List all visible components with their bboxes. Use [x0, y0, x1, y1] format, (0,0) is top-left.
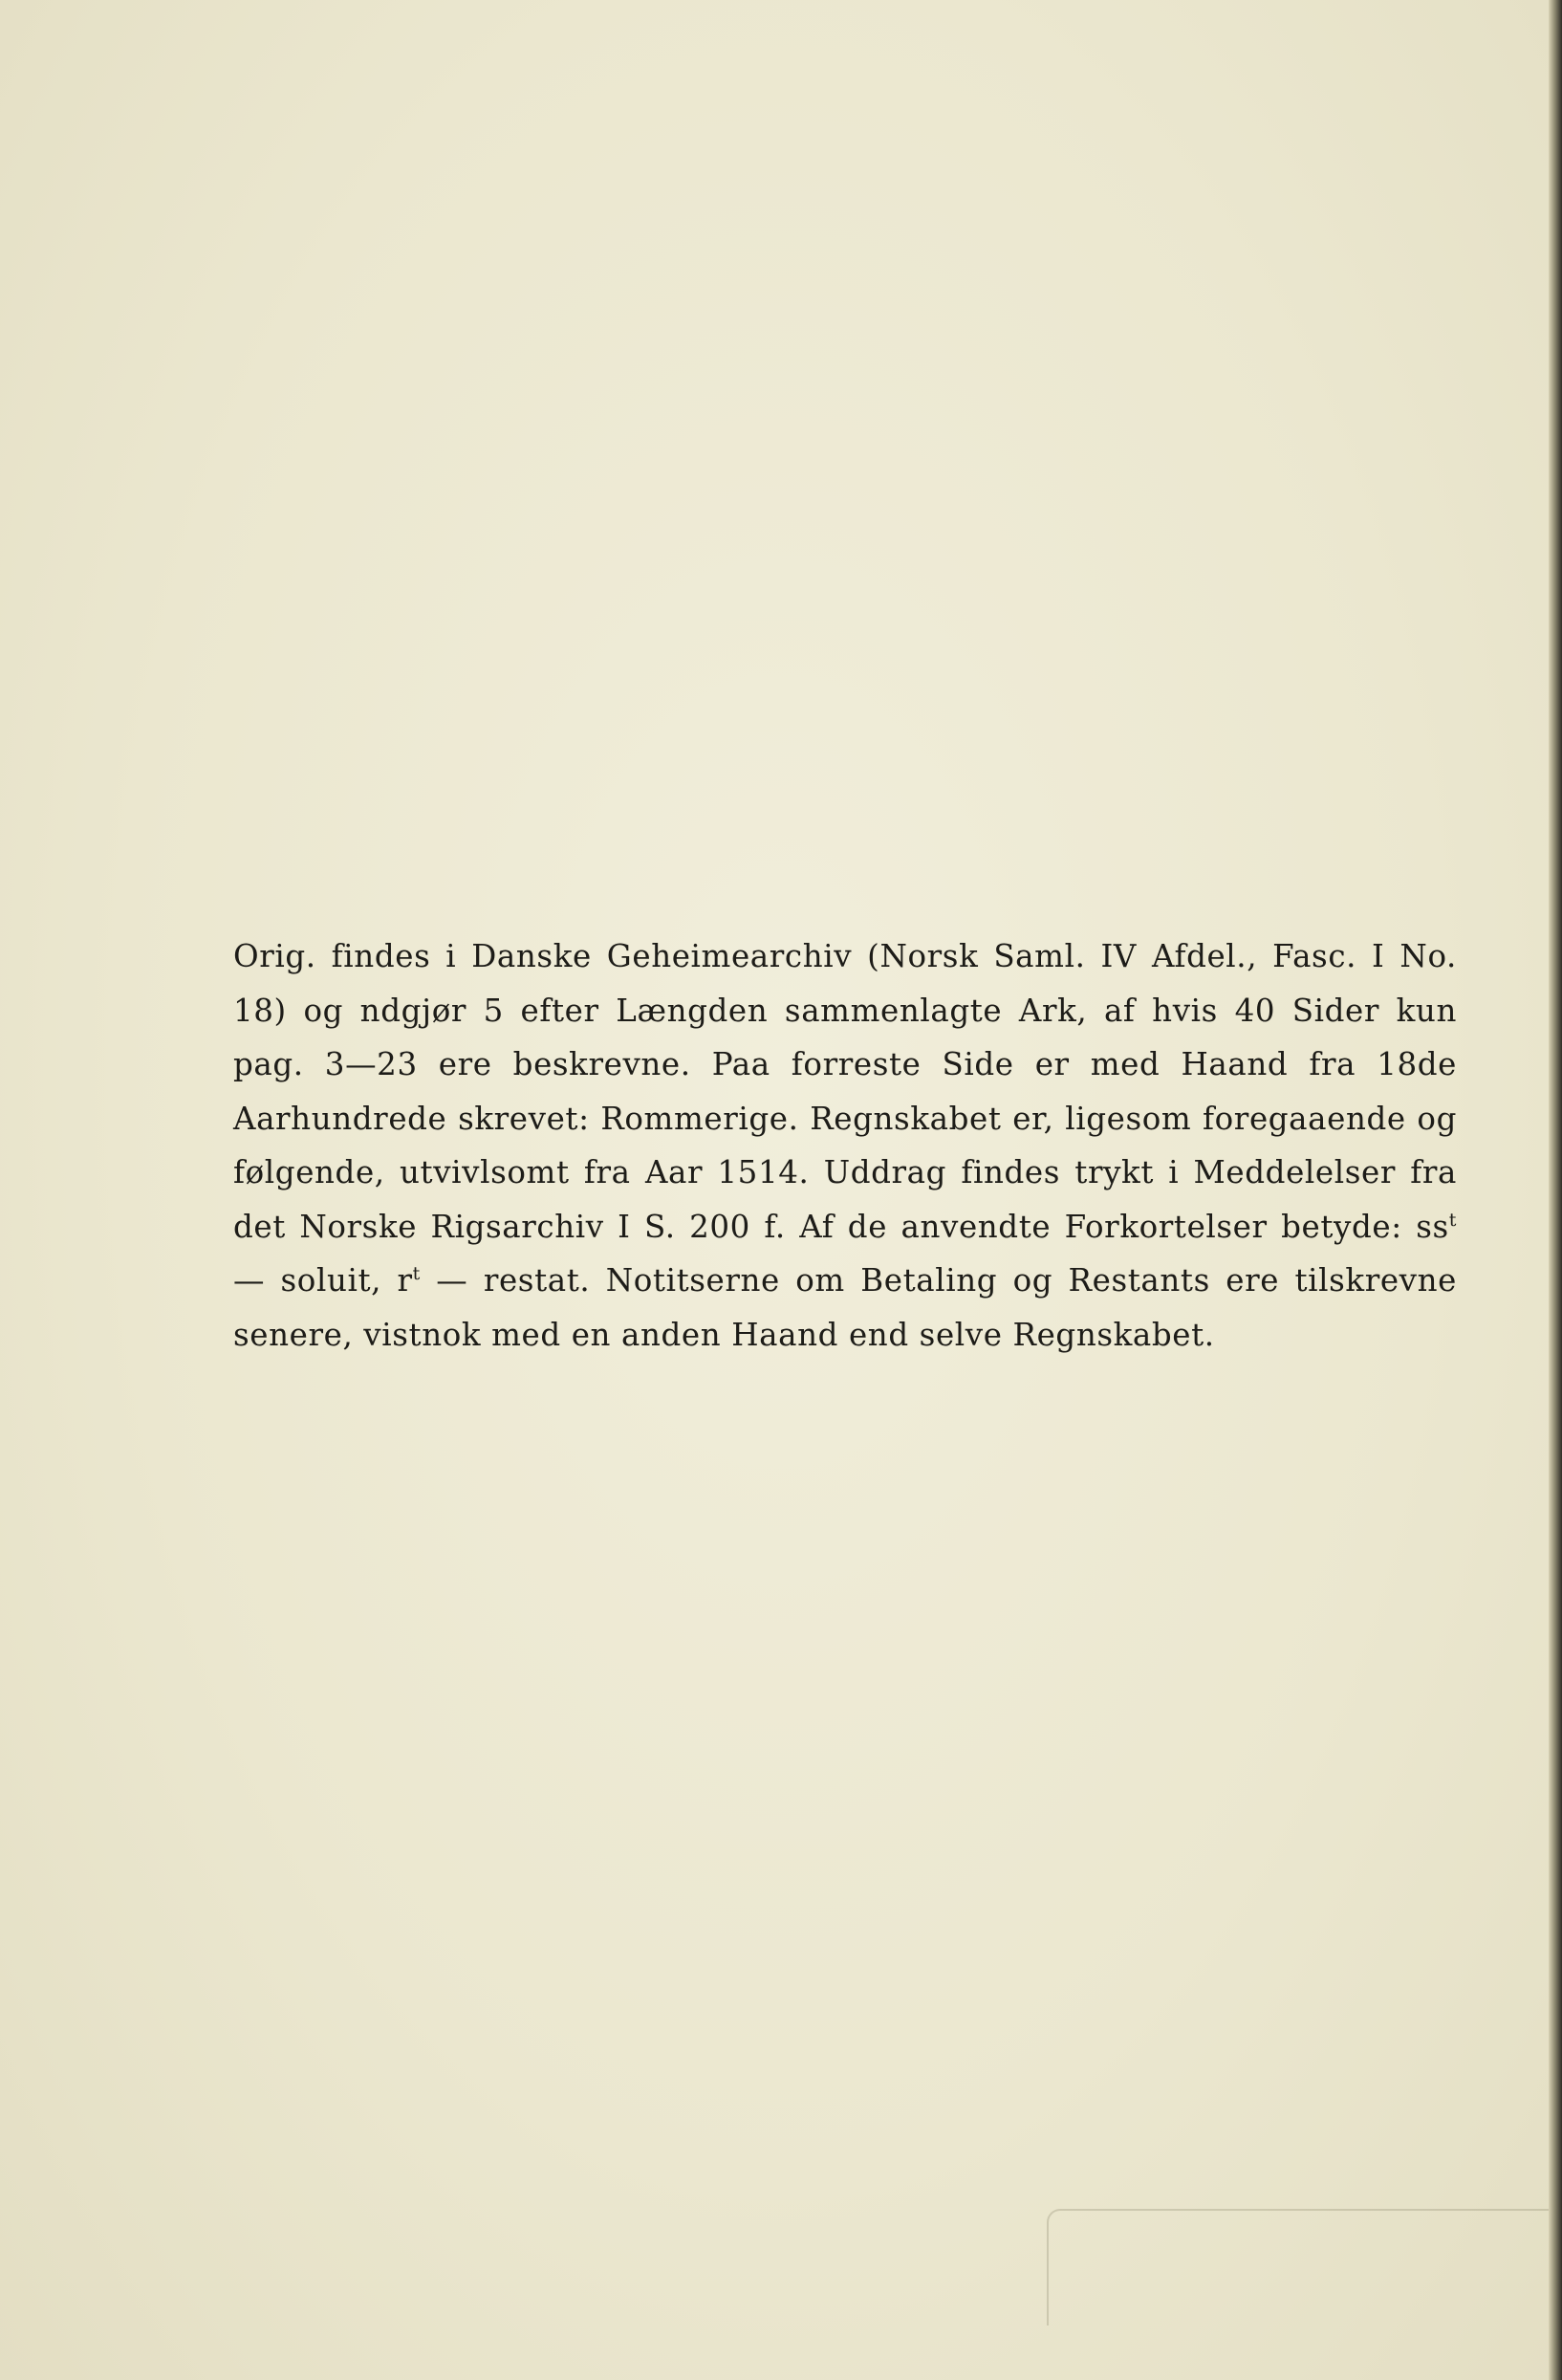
superscript-t: t — [412, 1263, 421, 1284]
page-corner-mark — [1047, 2209, 1555, 2325]
source-note-paragraph — [233, 929, 1457, 1362]
superscript-t: t — [1448, 1209, 1457, 1231]
page-right-edge — [1549, 0, 1562, 2380]
note-text-part-2: — soluit, r — [233, 1262, 413, 1299]
note-text-part-1: Orig. findes i Danske Geheimearchiv (Norsk Saml. IV Afdel., Fasc. I No. 18) og ndgjør 5 efter Længden sammenlagte Ark, af hvis 40 Sider kun pag. 3—23 ere beskrevne. Paa forreste Side er med Haand fra 18de Aarhundrede skrevet: Rommerige. Regnskabet er, ligesom foregaaende og følgende, utvivlsomt fra Aar 1514. Uddrag findes trykt i Meddelelser fra det Norske Rigsarchiv I S. 200 f. Af de anvendte Forkortelser betyde: ss — [233, 938, 1457, 1245]
note-text-part-3: — restat. Notitserne om Betaling og Restants ere tilskrevne senere, vistnok med en anden Haand end selve Regnskabet. — [233, 1262, 1457, 1353]
